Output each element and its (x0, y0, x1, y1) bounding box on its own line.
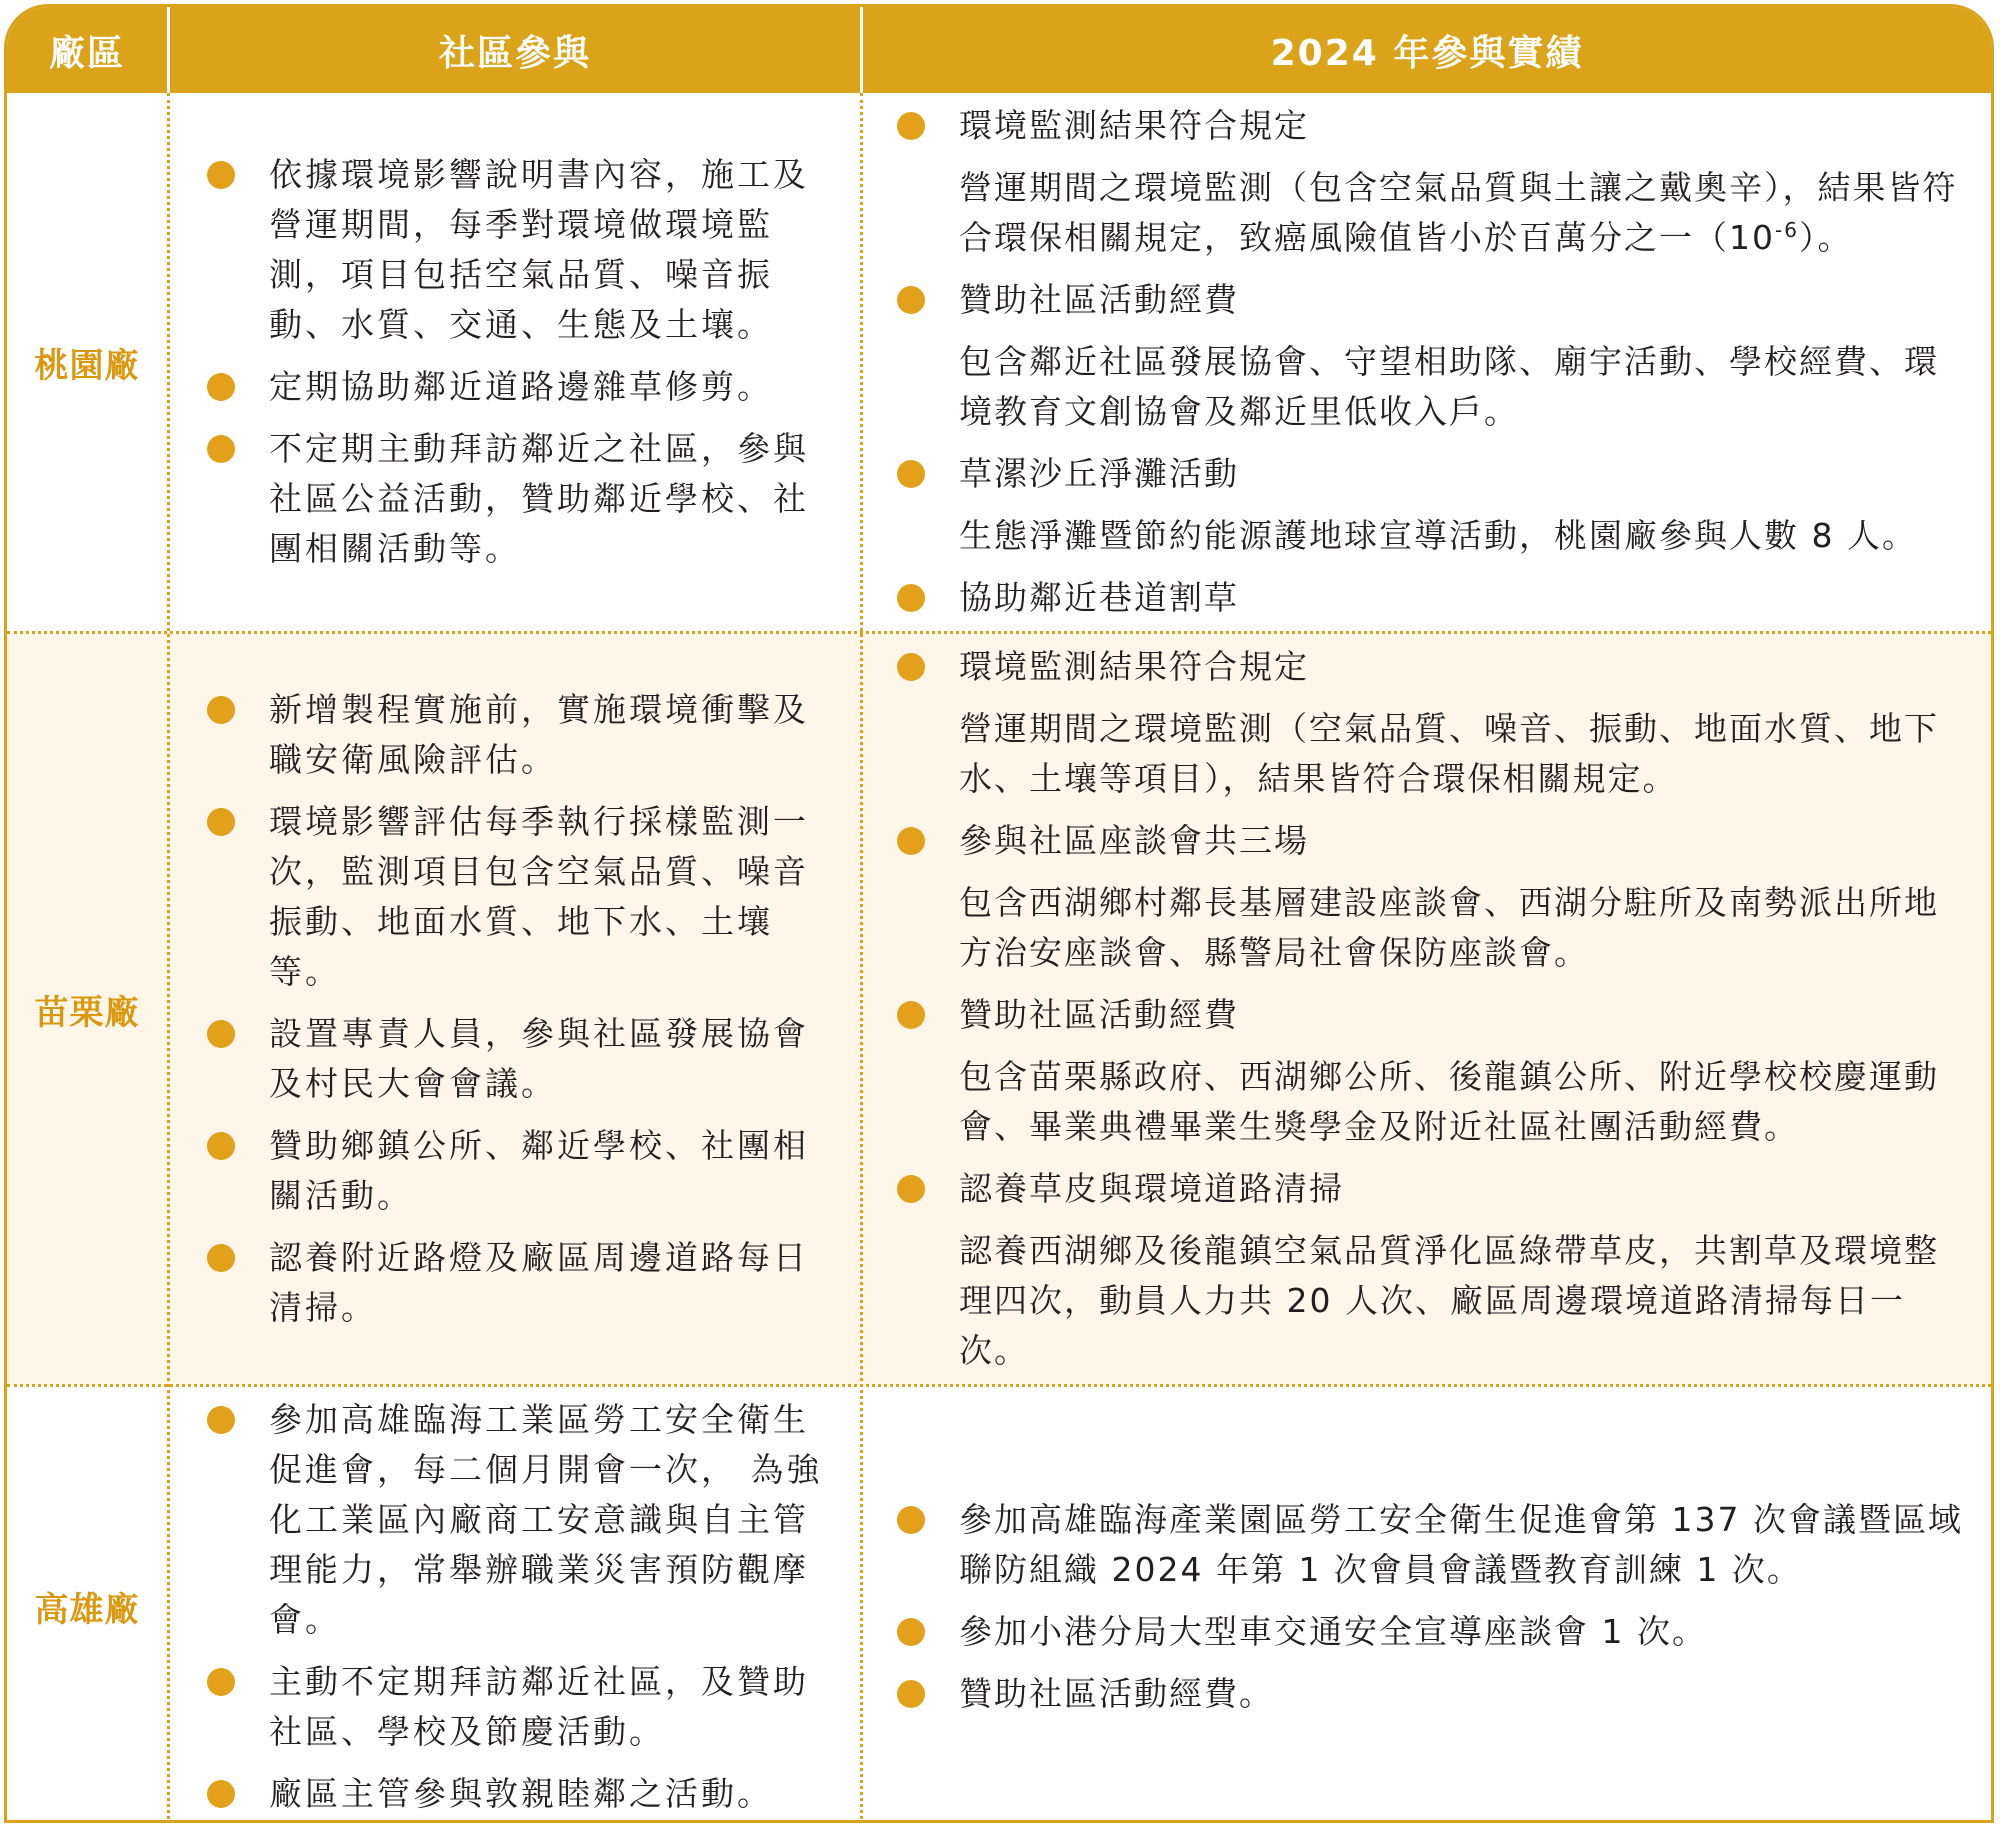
list-item (207, 797, 832, 997)
column-divider (167, 93, 170, 1823)
achievement-desc: 包含鄰近社區發展協會、守望相助隊、廟宇活動、學校經費、環境教育文創協會及鄰近里低收入戶。 (959, 342, 1939, 431)
participation-cell (207, 634, 832, 1384)
bullet-icon (207, 1406, 235, 1434)
list-item (207, 362, 832, 412)
table-row (7, 1387, 1991, 1823)
achievement-title: 贊助社區活動經費。 (959, 1673, 1274, 1713)
plant-name: 桃園廠 (34, 345, 140, 386)
achievement-title: 環境監測結果符合規定 (959, 647, 1309, 686)
achievement-item (897, 101, 1972, 263)
bullet-icon (207, 1244, 235, 1272)
bullet-icon (897, 584, 925, 612)
participation-cell (207, 93, 832, 631)
item-text: 主動不定期拜訪鄰近社區，及贊助社區、學校及節慶活動。 (269, 1661, 809, 1751)
achievement-desc: 包含苗栗縣政府、西湖鄉公所、後龍鎮公所、附近學校校慶運動會、畢業典禮畢業生獎學金及附近社區社團活動經費。 (959, 1057, 1939, 1146)
header-achievements: 2024 年參與實績 (1270, 32, 1584, 74)
table-row (7, 634, 1991, 1384)
item-text: 設置專責人員，參與社區發展協會及村民大會會議。 (269, 1014, 809, 1103)
achievements-cell (897, 93, 1972, 631)
bullet-icon (897, 1175, 925, 1203)
bullet-icon (897, 286, 925, 314)
item-text: 定期協助鄰近道路邊雜草修剪。 (269, 367, 773, 406)
community-table (4, 4, 1994, 1823)
header-plant: 廠區 (48, 32, 125, 74)
item-text: 贊助鄉鎮公所、鄰近學校、社團相關活動。 (269, 1126, 809, 1215)
list-item (207, 1009, 832, 1109)
bullet-icon (897, 112, 925, 140)
achievement-title: 參加高雄臨海產業園區勞工安全衛生促進會第 137 次會議暨區域聯防組織 2024 年第 1 次會員會議暨教育訓練 1 次。 (959, 1499, 1963, 1589)
table-row (7, 93, 1991, 631)
bullet-icon (207, 161, 235, 189)
bullet-icon (207, 1780, 235, 1808)
bullet-icon (897, 1001, 925, 1029)
participation-cell (207, 1387, 832, 1823)
column-divider (860, 93, 863, 1823)
item-text: 新增製程實施前，實施環境衝擊及職安衛風險評估。 (269, 690, 809, 779)
bullet-icon (897, 827, 925, 855)
achievement-item (897, 1669, 1972, 1719)
item-text: 環境影響評估每季執行採樣監測一次，監測項目包含空氣品質、噪音振動、地面水質、地下水、土壤等。 (269, 802, 809, 991)
achievement-item (897, 275, 1972, 437)
achievement-title: 認養草皮與環境道路清掃 (959, 1169, 1344, 1208)
item-text: 參加高雄臨海工業區勞工安全衛生促進會，每二個月開會一次， 為強化工業區內廠商工安意識與自主管理能力，常舉辦職業災害預防觀摩會。 (269, 1399, 823, 1639)
plant-name: 苗栗廠 (34, 992, 140, 1033)
achievement-desc: 包含西湖鄉村鄰長基層建設座談會、西湖分駐所及南勢派出所地方治安座談會、縣警局社會保防座談會。 (959, 883, 1939, 972)
achievement-item (897, 990, 1972, 1152)
header-participation: 社區參與 (438, 32, 591, 74)
achievement-item (897, 449, 1972, 561)
achievements-cell (897, 1387, 1972, 1823)
list-item (207, 1233, 832, 1333)
achievement-item (897, 642, 1972, 804)
bullet-icon (897, 653, 925, 681)
achievement-desc: 營運期間之環境監測（包含空氣品質與土讓之戴奧辛），結果皆符合環保相關規定，致癌風險值皆小於百萬分之一$(10^{-6})$。 (959, 168, 1958, 257)
achievement-desc: 生態淨灘暨節約能源護地球宣導活動，桃園廠參與人數 8 人。 (959, 516, 1917, 555)
list-item (207, 1395, 832, 1645)
item-text: 不定期主動拜訪鄰近之社區，參與社區公益活動，贊助鄰近學校、社團相關活動等。 (269, 429, 809, 568)
plant-name: 高雄廠 (34, 1590, 140, 1630)
table-header (7, 7, 1991, 93)
bullet-icon (207, 1020, 235, 1048)
achievement-item (897, 573, 1972, 623)
achievement-title: 環境監測結果符合規定 (959, 106, 1309, 145)
bullet-icon (207, 1132, 235, 1160)
bullet-icon (207, 808, 235, 836)
list-item (207, 1121, 832, 1221)
achievement-title: 草漯沙丘淨灘活動 (959, 454, 1239, 493)
list-item (207, 685, 832, 785)
achievement-title: 參與社區座談會共三場 (959, 821, 1309, 860)
achievement-title: 參加小港分局大型車交通安全宣導座談會 1 次。 (959, 1611, 1707, 1651)
achievement-desc: 營運期間之環境監測（空氣品質、噪音、振動、地面水質、地下水、土壤等項目），結果皆符合環保相關規定。 (959, 709, 1939, 798)
list-item (207, 424, 832, 574)
item-text: 廠區主管參與敦親睦鄰之活動。 (269, 1773, 773, 1813)
bullet-icon (897, 1680, 925, 1708)
achievement-title: 贊助社區活動經費 (959, 995, 1239, 1034)
achievement-item (897, 1607, 1972, 1657)
item-text: 依據環境影響說明書內容，施工及營運期間，每季對環境做環境監測，項目包括空氣品質、噪音振動、水質、交通、生態及土壤。 (269, 155, 809, 344)
bullet-icon (207, 435, 235, 463)
list-item (207, 150, 832, 350)
achievement-item (897, 1495, 1972, 1595)
bullet-icon (207, 373, 235, 401)
bullet-icon (897, 460, 925, 488)
achievement-desc: 認養西湖鄉及後龍鎮空氣品質淨化區綠帶草皮，共割草及環境整理四次，動員人力共 20 人次、廠區周邊環境道路清掃每日一次。 (959, 1231, 1939, 1370)
bullet-icon (897, 1618, 925, 1646)
achievement-title: 協助鄰近巷道割草 (959, 578, 1239, 617)
bullet-icon (207, 1668, 235, 1696)
achievement-title: 贊助社區活動經費 (959, 280, 1239, 319)
item-text: 認養附近路燈及廠區周邊道路每日清掃。 (269, 1238, 809, 1327)
achievement-item (897, 1164, 1972, 1376)
bullet-icon (207, 696, 235, 724)
list-item (207, 1657, 832, 1757)
achievements-cell (897, 634, 1972, 1384)
achievement-item (897, 816, 1972, 978)
list-item (207, 1769, 832, 1819)
bullet-icon (897, 1506, 925, 1534)
